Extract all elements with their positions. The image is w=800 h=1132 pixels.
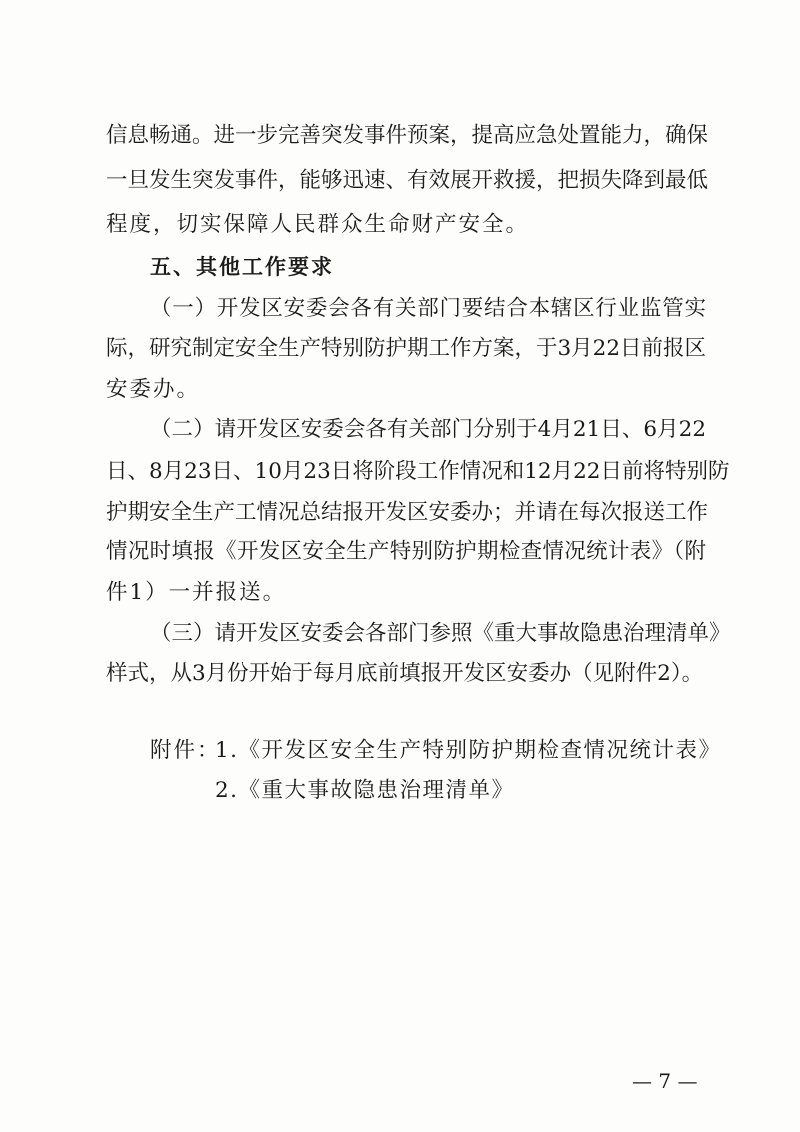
section-heading: 五、其他工作要求 (150, 255, 334, 279)
attachment-item-2: 2.《重大事故隐患治理清单》 (215, 778, 515, 803)
item-2-line-1: （二）请开发区安委会各有关部门分别于4月21日、6月22 (150, 417, 706, 442)
item-2-line-4: 情况时填报《开发区安全生产特别防护期检查情况统计表》（附 (106, 539, 706, 564)
item-2-line-2: 日、8月23日、10月23日将阶段工作情况和12月22日前将特别防 (106, 459, 730, 484)
page-number: — 7 — (632, 1069, 698, 1093)
item-1-line-1: （一）开发区安委会各有关部门要结合本辖区行业监管实 (150, 296, 706, 321)
paragraph-1-line-3: 程度，切实保障人民群众生命财产安全。 (106, 212, 530, 237)
paragraph-1-line-1: 信息畅通。进一步完善突发事件预案，提高应急处置能力，确保 (106, 123, 709, 148)
attachments-label: 附件： (150, 738, 221, 763)
item-3-line-2: 样式，从3月份开始于每月底前填报开发区安委办（见附件2）。 (106, 661, 704, 686)
paragraph-1-line-2: 一旦发生突发事件，能够迅速、有效展开救援，把损失降到最低 (106, 168, 709, 193)
item-2-line-5: 件1）一并报送。 (106, 580, 287, 605)
item-2-line-3: 护期安全生产工情况总结报开发区安委办；并请在每次报送工作 (106, 500, 709, 525)
attachment-item-1: 1.《开发区安全生产特别防护期检查情况统计表》 (215, 738, 722, 763)
item-3-line-1: （三）请开发区安委会各部门参照《重大事故隐患治理清单》 (150, 621, 731, 646)
item-1-line-3: 安委办。 (106, 377, 201, 402)
item-1-line-2: 际，研究制定安全生产特别防护期工作方案，于3月22日前报区 (106, 336, 707, 361)
